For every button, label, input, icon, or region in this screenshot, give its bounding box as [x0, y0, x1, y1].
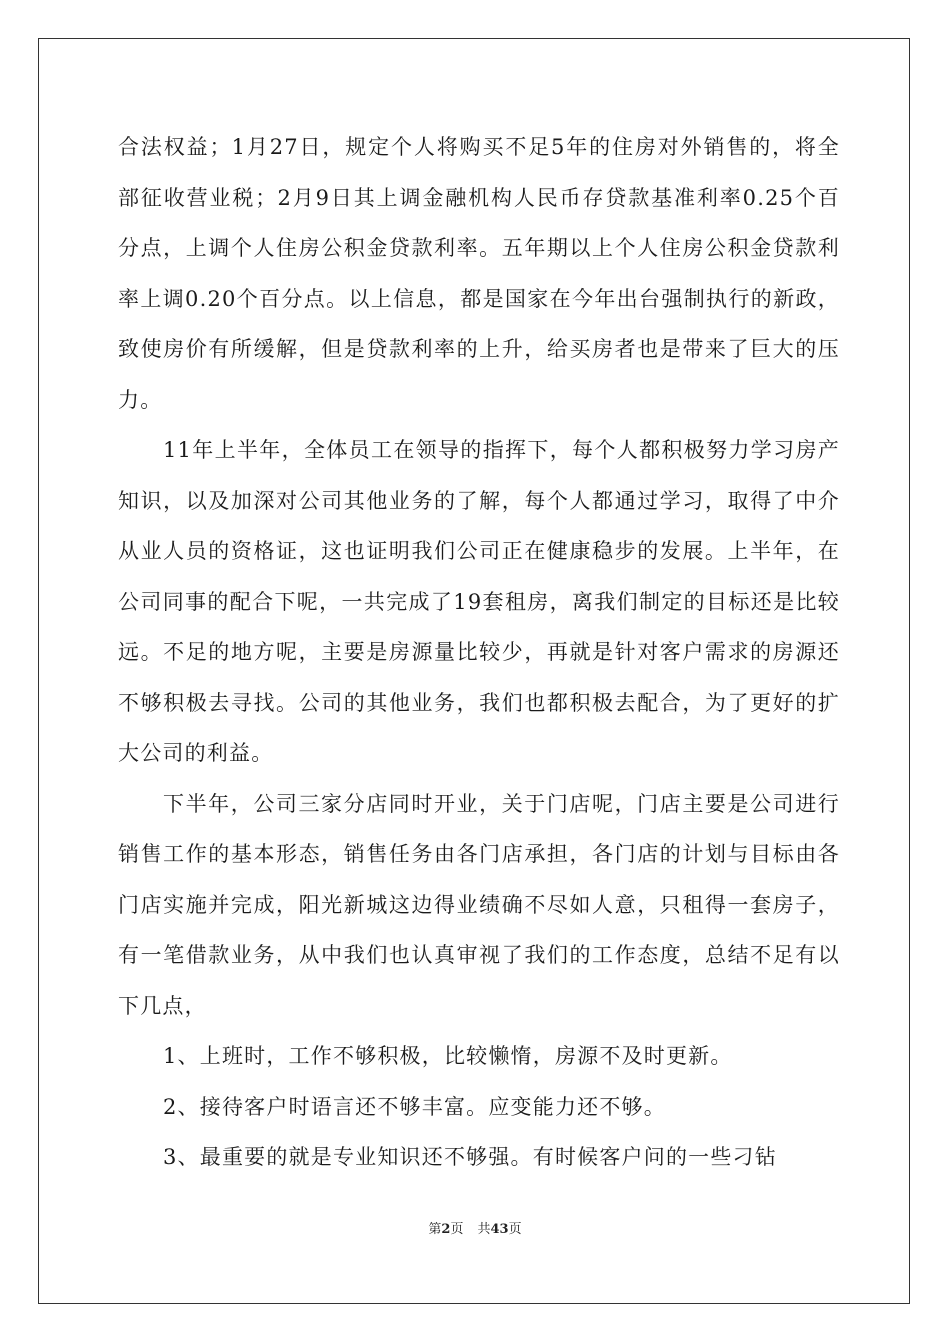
document-body [118, 122, 840, 1183]
total-suffix: 页 [508, 1222, 522, 1237]
total-pages: 43 [490, 1222, 509, 1237]
total-indicator [477, 1222, 521, 1237]
paragraph-1: 合法权益；1月27日，规定个人将购买不足5年的住房对外销售的，将全部征收营业税；2月9日其上调金融机构人民币存贷款基准利率0.25个百分点，上调个人住房公积金贷款利率。五年期以上个人住房公积金贷款利率上调0.20个百分点。以上信息，都是国家在今年出台强制执行的新政，致使房价有所缓解，但是贷款利率的上升，给买房者也是带来了巨大的压力。 [118, 135, 840, 412]
total-prefix: 共 [477, 1222, 491, 1237]
page-indicator [428, 1222, 463, 1237]
paragraph-2: 11年上半年，全体员工在领导的指挥下，每个人都积极努力学习房产知识，以及加深对公司其他业务的了解，每个人都通过学习，取得了中介从业人员的资格证，这也证明我们公司正在健康稳步的发展。上半年，在公司同事的配合下呢，一共完成了19套租房，离我们制定的目标还是比较远。不足的地方呢，主要是房源量比较少，再就是针对客户需求的房源还不够积极去寻找。公司的其他业务，我们也都积极去配合，为了更好的扩大公司的利益。 [118, 438, 840, 765]
paragraph-3: 下半年，公司三家分店同时开业，关于门店呢，门店主要是公司进行销售工作的基本形态，销售任务由各门店承担，各门店的计划与目标由各门店实施并完成，阳光新城这边得业绩确不尽如人意，只租得一套房子，有一笔借款业务，从中我们也认真审视了我们的工作态度，总结不足有以下几点， [118, 791, 840, 1018]
page-number: 2 [441, 1222, 451, 1237]
list-item-3: 3、最重要的就是专业知识还不够强。有时候客户问的一些刁钻 [163, 1145, 777, 1169]
page-prefix: 第 [428, 1222, 442, 1237]
list-item-1: 1、上班时，工作不够积极，比较懒惰，房源不及时更新。 [163, 1044, 733, 1068]
page-suffix: 页 [450, 1222, 464, 1237]
page-footer [0, 1222, 950, 1238]
list-item-2: 2、接待客户时语言还不够丰富。应变能力还不够。 [163, 1094, 666, 1119]
